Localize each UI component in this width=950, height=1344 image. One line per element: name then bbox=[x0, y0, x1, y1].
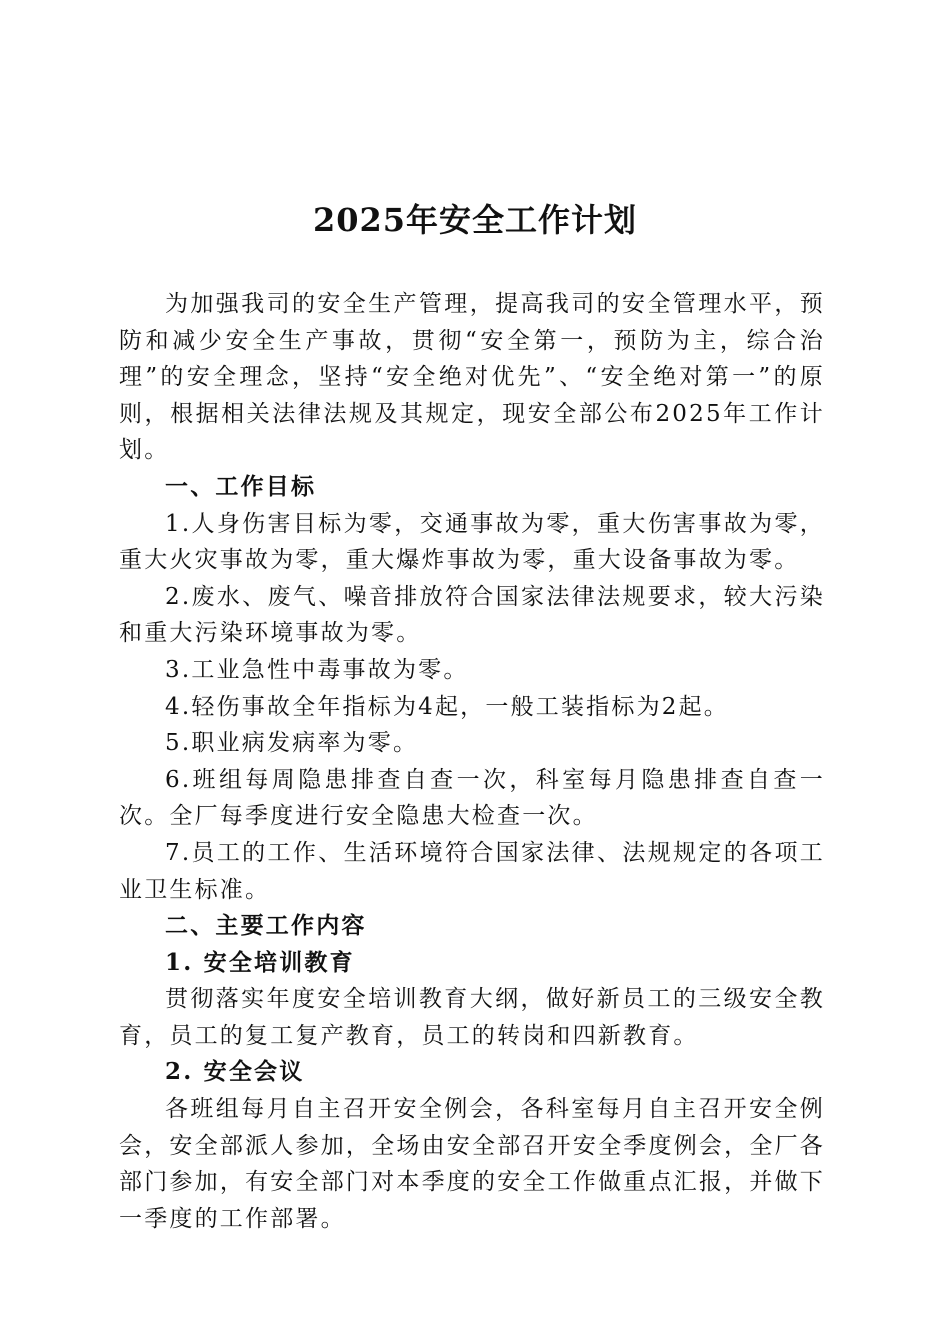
subsection-heading-training: 1. 安全培训教育 bbox=[165, 948, 355, 976]
subsection-heading-meetings: 2. 安全会议 bbox=[165, 1058, 305, 1086]
goal-item: 6.班组每周隐患排查自查一次，科室每月隐患排查自查一次。全厂每季度进行安全隐患大检查一次。 bbox=[119, 766, 825, 830]
goal-item: 1.人身伤害目标为零，交通事故为零，重大伤害事故为零，重大火灾事故为零，重大爆炸事故为零，重大设备事故为零。 bbox=[119, 510, 825, 574]
intro-paragraph: 为加强我司的安全生产管理，提高我司的安全管理水平，预防和减少安全生产事故，贯彻“安全第一，预防为主，综合治理”的安全理念，坚持“安全绝对优先”、“安全绝对第一”的原则，根据相关法律法规及其规定，现安全部公布2025年工作计划。 bbox=[119, 291, 825, 464]
document-body bbox=[119, 286, 825, 1237]
training-paragraph: 贯彻落实年度安全培训教育大纲，做好新员工的三级安全教育，员工的复工复产教育，员工的转岗和四新教育。 bbox=[119, 986, 825, 1049]
document-title: 2025年安全工作计划 bbox=[312, 201, 638, 239]
meetings-paragraph: 各班组每月自主召开安全例会，各科室每月自主召开安全例会，安全部派人参加，全场由安全部召开安全季度例会，全厂各部门参加，有安全部门对本季度的安全工作做重点汇报，并做下一季度的工作部署。 bbox=[119, 1096, 825, 1232]
section-heading-goals: 一、工作目标 bbox=[165, 472, 317, 500]
goal-item: 3.工业急性中毒事故为零。 bbox=[165, 656, 469, 683]
goal-item: 2.废水、废气、噪音排放符合国家法律法规要求，较大污染和重大污染环境事故为零。 bbox=[119, 583, 825, 647]
section-heading-main-work: 二、主要工作内容 bbox=[165, 912, 367, 940]
goal-item: 7.员工的工作、生活环境符合国家法律、法规规定的各项工业卫生标准。 bbox=[119, 839, 825, 903]
goal-item: 4.轻伤事故全年指标为4起，一般工装指标为2起。 bbox=[165, 693, 730, 720]
goal-item: 5.职业病发病率为零。 bbox=[165, 730, 419, 757]
